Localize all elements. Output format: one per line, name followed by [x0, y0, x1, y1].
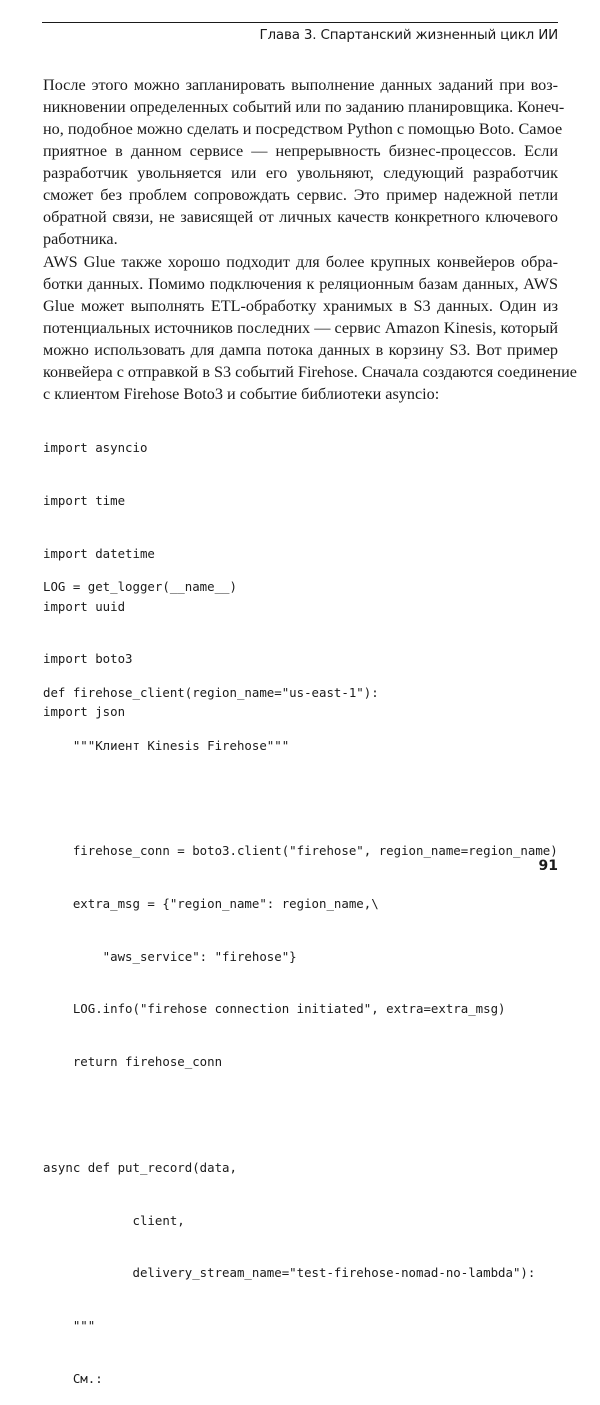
- code-line: import asyncio: [43, 440, 148, 456]
- code-line: delivery_stream_name="test-firehose-nomad-no-lambda"):: [43, 1265, 536, 1281]
- paragraph-glue-pipelines: [43, 251, 577, 405]
- code-line: [43, 1106, 558, 1124]
- code-line: LOG = get_logger(__name__): [43, 579, 237, 595]
- code-line: firehose_conn = boto3.client("firehose", region_name=region_name): [43, 843, 558, 859]
- text-line: никновении определенных событий или по заданию планировщика. Конеч-: [43, 98, 565, 116]
- code-line: LOG.info("firehose connection initiated", extra=extra_msg): [43, 1001, 506, 1017]
- code-line: "aws_service": "firehose"}: [43, 948, 297, 964]
- text-line: ботки данных. Помимо подключения к реляционным базам данных, AWS: [43, 275, 558, 293]
- text-line: конвейера с отправкой в S3 событий Firehose. Сначала создаются соединение: [43, 363, 577, 381]
- text-line: с клиентом Firehose Boto3 и событие библиотеки asyncio:: [43, 385, 440, 403]
- text-line: потенциальных источников последних — сервис Amazon Kinesis, который: [43, 319, 558, 337]
- header-rule: [42, 22, 558, 23]
- text-line: приятное в данном сервисе — непрерывность бизнес-процессов. Если: [43, 142, 558, 160]
- code-line: [43, 631, 558, 649]
- text-line: работника.: [43, 230, 118, 248]
- code-line: import uuid: [43, 598, 126, 614]
- text-line: AWS Glue также хорошо подходит для более крупных конвейеров обра-: [43, 253, 558, 271]
- code-block-firehose: [43, 543, 558, 1405]
- text-line: сможет без проблем сопровождать сервис. Это пример надежной петли: [43, 186, 558, 204]
- code-line: import datetime: [43, 545, 155, 561]
- code-line: return firehose_conn: [43, 1054, 223, 1070]
- code-line: client,: [43, 1212, 185, 1228]
- code-line: async def put_record(data,: [43, 1159, 237, 1175]
- code-line: import boto3: [43, 651, 133, 667]
- code-line: def firehose_client(region_name="us-east-1"):: [43, 684, 379, 700]
- code-line: import json: [43, 704, 126, 720]
- code-line: [43, 789, 558, 807]
- text-line: После этого можно запланировать выполнение данных заданий при воз-: [43, 76, 558, 94]
- code-line: extra_msg = {"region_name": region_name,\: [43, 895, 379, 911]
- text-line: обратной связи, не зависящей от личных качеств конкретного ключевого: [43, 208, 558, 226]
- code-line: См.:: [43, 1370, 103, 1386]
- code-line: """Клиент Kinesis Firehose""": [43, 737, 290, 753]
- paragraph-glue-scheduling: [43, 74, 565, 250]
- text-line: но, подобное можно сделать и посредством Python с помощью Boto. Самое: [43, 120, 563, 138]
- text-line: можно использовать для дампа потока данных в корзину S3. Вот пример: [43, 341, 558, 359]
- code-line: import time: [43, 492, 126, 508]
- code-line: """: [43, 1318, 96, 1334]
- text-line: Glue может выполнять ETL-обработку хранимых в S3 данных. Один из: [43, 297, 558, 315]
- text-line: разработчик увольняется или его увольняют, следующий разработчик: [43, 164, 558, 182]
- running-header-title: Глава 3. Спартанский жизненный цикл ИИ: [259, 27, 558, 43]
- page-number: 91: [538, 858, 558, 874]
